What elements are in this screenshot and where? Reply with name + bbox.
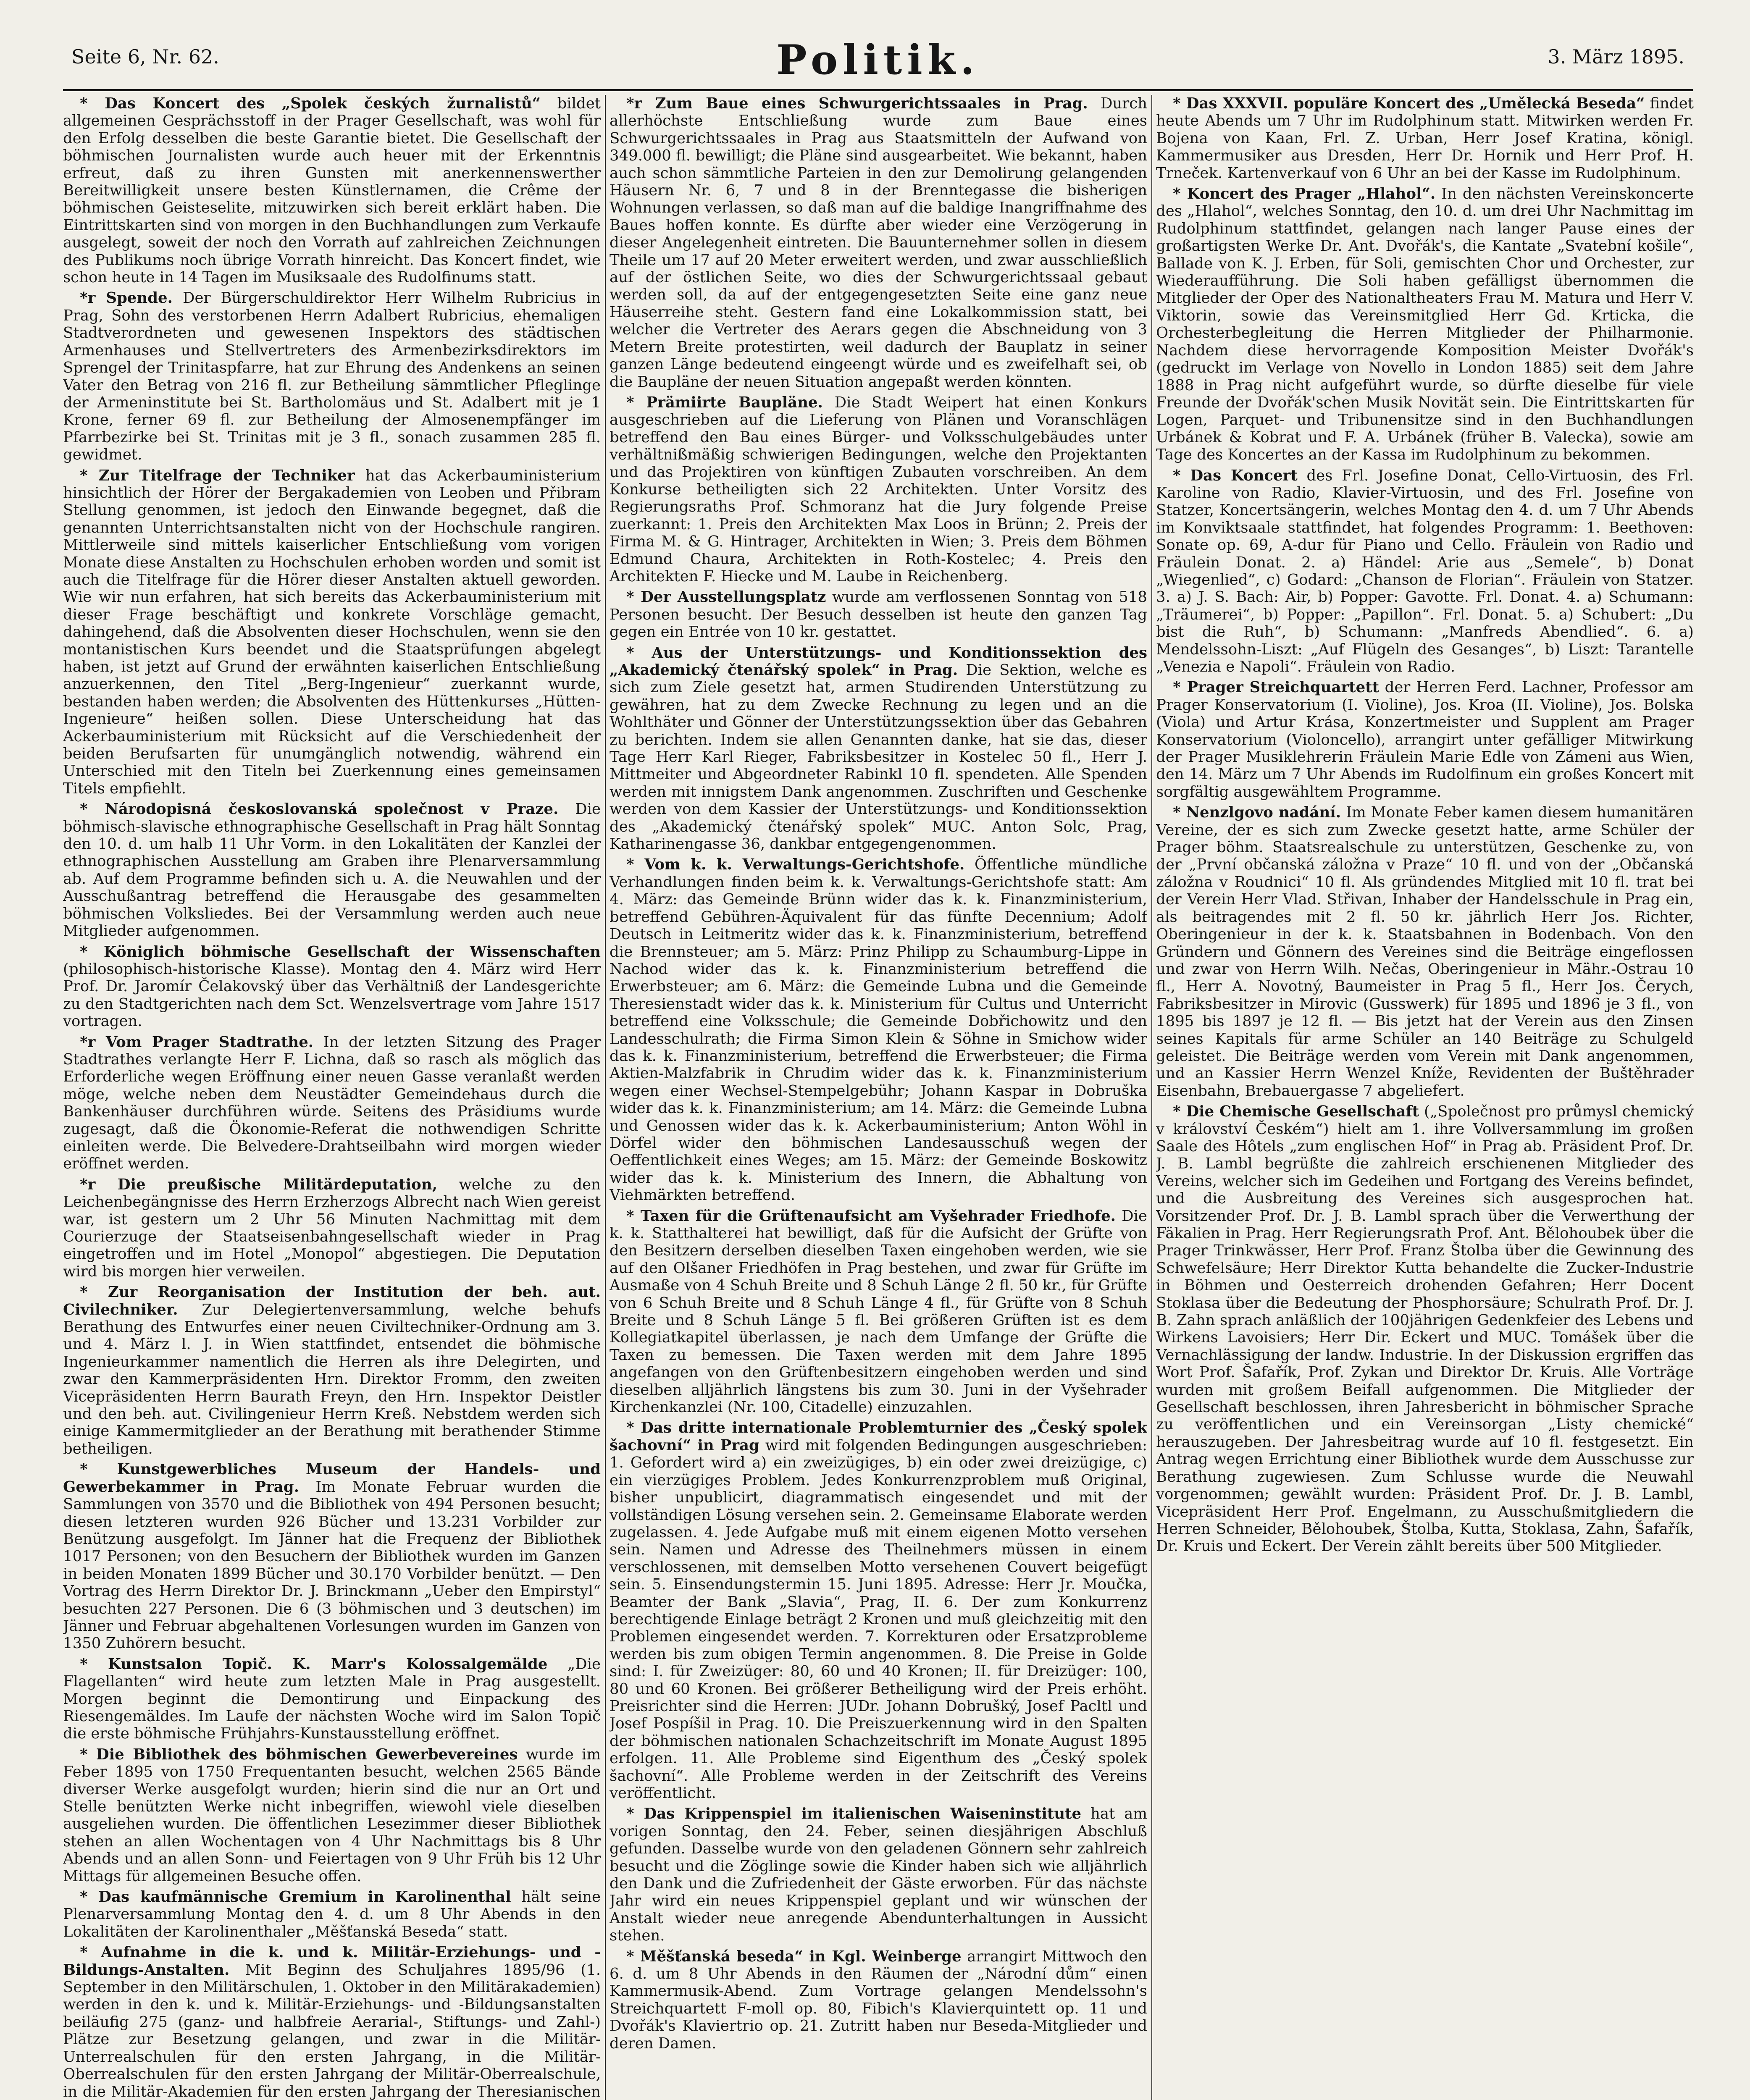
article	[63, 1656, 601, 1743]
article-heading: *r Vom Prager Stadtrathe.	[80, 1033, 314, 1051]
article-heading: * Die Bibliothek des böhmischen Gewerbevereines	[80, 1746, 518, 1763]
article-body: Die k. k. Statthalterei hat bewilligt, daß für die Aufsicht der Grüfte von den Besitzern derselben dieselben Taxen eingehoben werden, wie sie auf den Olšaner Friedhöfen in Prag bestehen, und zwar für Grüfte im Ausmaße von 4 Schuh Breite und 8 Schuh Länge 2 fl. 50 kr., für Grüfte von 6 Schuh Breite und 8 Schuh Länge 4 fl., für Grüfte von 8 Schuh Breite und 8 Schuh Länge 5 fl. Bei größeren Grüften ist es dem Kollegiatkapitel überlassen, je nach dem Umfange der Grüfte die Taxen zu bemessen. Die Taxen werden mit dem Jahre 1895 angefangen von den Grüftenbesitzern eingehoben werden und sind dieselben alljährlich längstens bis zum 30. Juni in der Vyšehrader Kirchenkanzlei (Nr. 100, Citadelle) einzuzahlen.	[610, 1207, 1147, 1416]
article-heading: * Der Ausstellungsplatz	[626, 588, 826, 606]
article-body: wurde am verflossenen Sonntag von 518 Personen besucht. Der Besuch desselben ist heute den ganzen Tag gegen ein Entrée von 10 kr. gestattet.	[610, 588, 1147, 641]
article-body: des Frl. Josefine Donat, Cello-Virtuosin, des Frl. Karoline von Radio, Klavier-Virtuosin, und des Frl. Josefine von Statzer, Koncertsängerin, welches Montag den 4. d. um 7 Uhr Abends im Konviktsaale stattfindet, hat folgendes Programm: 1. Beethoven: Sonate op. 69, A-dur für Piano und Cello. Fräulein von Radio und Fräulein Donat. 2. a) Händel: Arie aus „Semele“, b) Donat „Wiegenlied“, c) Godard: „Chanson de Florian“. Fräulein von Statzer. 3. a) J. S. Bach: Air, b) Popper: Gavotte. Frl. Donat. 4. a) Schumann: „Träumerei“, b) Popper: „Papillon“. Frl. Donat. 5. a) Schubert: „Du bist die Ruh“, b) Schumann: „Manfreds Abendlied“. 6. a) Mendelssohn-Liszt: „Auf Flügeln des Gesanges“, b) Liszt: Tarantelle „Venezia e Napoli“. Fräulein von Radio.	[1156, 467, 1694, 675]
article-paragraph	[63, 1944, 601, 2100]
article	[63, 1461, 601, 1652]
article	[63, 467, 601, 798]
article-body: hält seine Plenarversammlung Montag den 4. d. um 8 Uhr Abends in den Lokalitäten der Karolinenthaler „Měšťanská Beseda“ statt.	[63, 1888, 601, 1940]
article	[610, 588, 1147, 640]
article	[610, 1805, 1147, 1944]
article-body: Die Sektion, welche es sich zum Ziele gesetzt hat, armen Studirenden Unterstützung zu gewähren, hat zu dem Zwecke Rechnung zu legen und an die Wohlthäter und Gönner der Unterstützungssektion über das Gebahren zu berichten. Indem sie allen Genannten danke, hat sie das, dieser Tage Herr Karl Rieger, Fabriksbesitzer in Kostelec 50 fl., Herr J. Mittmeiter und Abgeordneter Rabinkl 10 fl. spendeten. Alle Spenden werden mit innigstem Dank angenommen. Zuschriften und Geschenke werden von dem Kassier der Unterstützungs- und Konditionssektion des „Akademický čtenářský spolek“ MUC. Anton Solc, Prag, Katharinengasse 36, dankbar entgegengenommen.	[610, 662, 1147, 853]
article	[610, 644, 1147, 853]
article-heading: *r Zum Baue eines Schwurgerichtssaales in Prag.	[626, 95, 1088, 112]
article-heading: * Aus der Unterstützungs- und Konditionssektion des „Akademický čtenářský spolek“ in Prag.	[610, 644, 1147, 679]
article	[610, 1419, 1147, 1802]
article	[1156, 804, 1694, 1100]
article-body: Im Monate Feber kamen diesem humanitären Vereine, der es sich zum Zwecke gesetzt hatte, arme Schüler der Prager böhm. Staatsrealschule zu unterstützen, Geschenke zu, von der „První občanská záložna v Praze“ 10 fl. und von der „Občanská záložna v Roudnici“ 10 fl. Als gründendes Mitglied mit 10 fl. trat bei der Verein Herr Vlad. Střivan, Inhaber der Handelsschule in Prag ein, als beitragendes mit 2 fl. 50 kr. jährlich Herr Jos. Richter, Oberingenieur in der k. k. Staatsbahnen in Bodenbach. Von den Gründern und Gönnern des Vereines sind die Beiträge eingeflossen und zwar von Herrn Wilh. Nečas, Oberingenieur in Mähr.-Ostrau 10 fl., Herr A. Novotný, Baumeister in Prag 5 fl., Herr Jos. Čerych, Fabriksbesitzer in Mirovic (Gusswerk) für 1895 und 1896 je 3 fl., von 1895 bis 1897 je 12 fl. — Bis jetzt hat der Verein aus den Zinsen seines Kapitals für arme Schüler an 140 Beiträge zu Schulgeld geleistet. Die Beiträge werden vom Verein mit Dank angenommen, und an Kassier Herrn Wenzel Kníže, Revidenten der Buštěhrader Eisenbahn, Brebauergasse 7 abgeliefert.	[1156, 804, 1694, 1100]
article-heading: * Das Krippenspiel im italienischen Waiseninstitute	[626, 1805, 1082, 1823]
article	[63, 1034, 601, 1173]
article-heading: * Vom k. k. Verwaltungs-Gerichtshofe.	[626, 856, 965, 874]
article-heading: * Taxen für die Grüftenaufsicht am Vyšehrader Friedhofe.	[626, 1207, 1116, 1225]
header-rule	[63, 89, 1693, 91]
article	[610, 1948, 1147, 2052]
article-paragraph	[63, 1656, 601, 1743]
article-paragraph	[610, 588, 1147, 640]
column-divider	[605, 95, 606, 2100]
article-paragraph	[610, 856, 1147, 1204]
article-body: Die böhmisch-slavische ethnographische Gesellschaft in Prag hält Sonntag den 10. d. um halb 11 Uhr Vorm. in den Lokalitäten der Kanzlei der ethnographischen Ausstellung am Graben ihre Plenarversammlung ab. Auf dem Programme befinden sich u. A. die Neuwahlen und der Ausschußantrag betreffend die Herausgabe des gesammelten böhmischen Volksliedes. Bei der Versammlung werden auch neue Mitglieder aufgenommen.	[63, 801, 601, 940]
column-right	[1156, 95, 1694, 2100]
article-heading: * Kunstsalon Topič. K. Marr's Kolossalgemälde	[80, 1655, 548, 1673]
article-paragraph	[610, 1805, 1147, 1944]
article-paragraph	[610, 1948, 1147, 2052]
article-body: Die Stadt Weipert hat einen Konkurs ausgeschrieben auf die Lieferung von Plänen und Voranschlägen betreffend den Bau eines Bürger- und Volksschulgebäudes unter verhältnißmäßig schwierigen Bedingungen, welche den Projektanten und das Projektiren von künftigen Zubauten vorschreiben. An dem Konkurse betheiligten sich 22 Architekten. Unter Vorsitz des Regierungsraths Prof. Schmoranz hat die Jury folgende Preise zuerkannt: 1. Preis den Architekten Max Loos in Brünn; 2. Preis der Firma M. & G. Hintrager, Architekten in Wien; 3. Preis dem Böhmen Edmund Chaura, Architekten in Roth-Kostelec; 4. Preis den Architekten F. Hiecke und M. Laube in Reichenberg.	[610, 394, 1147, 585]
article-paragraph	[1156, 95, 1694, 182]
article-heading: * Zur Titelfrage der Techniker	[80, 467, 355, 484]
article-paragraph	[610, 644, 1147, 853]
article-heading: * Nenzlgovo nadání.	[1173, 804, 1341, 822]
article-body: („Společnost pro průmysl chemický v království Českém“) hielt am 1. ihre Vollversammlung im großen Saale des Hôtels „zum englischen Hof“ in Prag ab. Präsident Prof. Dr. J. B. Lambl begrüßte die zahlreich erschienenen Mitglieder des Vereins, welcher sich im Gedeihen und Fortgang des Vereins befindet, und die Ausbreitung des Vereines sich ausgesprochen hat. Vorsitzender Prof. Dr. J. B. Lambl sprach über die Verwerthung der Fäkalien in Prag. Herr Regierungsrath Prof. Ant. Bělohoubek über die Prager Trinkwässer, Herr Prof. Franz Štolba über die Gewinnung des Schwefelsäure; Herr Direktor Kutta behandelte die Zucker-Industrie in Böhmen und Oesterreich drohenden Gefahren; Herr Docent Stoklasa über die Bedeutung der Phosphorsäure; Schulrath Prof. Dr. J. B. Zahn sprach anläßlich der 100jährigen Gedenkfeier des Lebens und Wirkens Lavoisiers; Herr Dir. Eckert und MUC. Tomášek über die Vernachlässigung der landw. Industrie. In der Diskussion ergriffen das Wort Prof. Šafařík, Prof. Zykan und Direktor Dr. Kruis. Alle Vorträge wurden mit großem Beifall aufgenommen. Die Mitglieder der Gesellschaft beschlossen, ihren Jahresbericht in böhmischer Sprache zu veröffentlichen und ein Vereinsorgan „Listy chemické“ herauszugeben. Der Jahresbeitrag wurde auf 10 fl. festgesetzt. Ein Antrag wegen Errichtung einer Bibliothek wurde dem Ausschusse zur Berathung zugewiesen. Zum Schlusse wurde die Neuwahl vorgenommen; gewählt wurden: Präsident Prof. Dr. J. B. Lambl, Vicepräsident Herr Prof. Engelmann, zu Ausschußmitgliedern die Herren Schneider, Bělohoubek, Štolba, Kutta, Stoklasa, Zahn, Šafařík, Dr. Kruis und Eckert. Der Verein zählt bereits über 500 Mitglieder.	[1156, 1103, 1694, 1555]
article-body: Mit Beginn des Schuljahres 1895/96 (1. September in den Militärschulen, 1. Oktober in den Militärakademien) werden in den k. und k. Militär-Erziehungs- und -Bildungsanstalten beiläufig 275 (ganz- und halbfreie Aerarial-, Stiftungs- und Zahl-) Plätze zur Besetzung gelangen, und zwar in die Militär-Unterrealschulen für den ersten Jahrgang, in die Militär-Oberrealschulen für den ersten Jahrgang der Militär-Oberrealschule, in die Militär-Akademien für den ersten Jahrgang der Theresianischen	[63, 1961, 601, 2100]
article	[63, 943, 601, 1030]
article-paragraph	[63, 1284, 601, 1457]
article-paragraph	[1156, 804, 1694, 1100]
article-body: Öffentliche mündliche Verhandlungen finden beim k. k. Verwaltungs-Gerichtshofe statt: Am 4. März: das Gemeinde Brünn wider das k. k. Finanzministerium, betreffend Gebühren-Äquivalent für das fünfte Decennium; Adolf Deutsch in Leitmeritz wider das k. k. Finanzministerium, betreffend die Brennsteuer; am 5. März: Prinz Philipp zu Schaumburg-Lippe in Nachod wider das k. k. Finanzministerium betreffend die Erwerbsteuer; am 6. März: die Gemeinde Lubna und die Gemeinde Theresienstadt wider das k. k. Ministerium für Cultus und Unterricht betreffend eine Volksschule; die Gemeinde Dobřichowitz und den Landesschulrath; die Firma Simon Klein & Söhne in Smichow wider das k. k. Finanzministerium, betreffend die Erwerbsteuer; die Firma Aktien-Malzfabrik in Chrudim wider das k. k. Finanzministerium wegen einer Wechsel-Stempelgebühr; Johann Kaspar in Dobruška wider das k. k. Finanzministerium; am 14. März: die Gemeinde Lubna und Genossen wider das k. k. Ackerbauministerium; Anton Wöhl in Dörfel wider den böhmischen Landesausschuß wegen der Oeffentlichkeit eines Weges; am 15. März: der Gemeinde Boskowitz wider das k. k. Ministerium des Innern, die Abhaltung von Viehmärkten betreffend.	[610, 856, 1147, 1204]
article	[610, 1208, 1147, 1416]
article-body: „Die Flagellanten“ wird heute zum letzten Male in Prag ausgestellt. Morgen beginnt die Demontirung und Einpackung des Riesengemäldes. Im Laufe der nächsten Woche wird im Salon Topič die erste böhmische Frühjahrs-Kunstausstellung eröffnet.	[63, 1655, 601, 1743]
article-heading: * Měšťanská beseda“ in Kgl. Weinberge	[626, 1948, 962, 1965]
article-paragraph	[63, 801, 601, 940]
page-header	[63, 36, 1693, 86]
article-paragraph	[610, 1208, 1147, 1416]
article-paragraph	[63, 95, 601, 286]
article-heading: * Zur Reorganisation der Institution der beh. aut. Civilechniker.	[63, 1284, 601, 1318]
article-paragraph	[610, 95, 1147, 391]
article-paragraph	[63, 1034, 601, 1173]
article-body: arrangirt Mittwoch den 6. d. um 8 Uhr Abends in den Räumen der „Národní dům“ einen Kammermusik-Abend. Zum Vortrage gelangen Mendelssohn's Streichquartett F-moll op. 80, Fibich's Klavierquintett op. 11 und Dvořák's Klaviertrio op. 21. Zutritt haben nur Beseda-Mitglieder und deren Damen.	[610, 1948, 1147, 2052]
article	[610, 95, 1147, 391]
article-body: der Herren Ferd. Lachner, Professor am Prager Konservatorium (I. Violine), Jos. Kroa (II. Violine), Jos. Bolska (Viola) und Artur Krása, Konzertmeister und Supplent am Prager Konservatorium (Violoncello), arrangirt unter gefälliger Mitwirkung der Prager Musiklehrerin Fräulein Marie Edle von Zámeni aus Wien, den 14. März um 7 Uhr Abends im Rudolfinum ein großes Koncert mit sorgfältig ausgewähltem Programme.	[1156, 679, 1694, 801]
article	[1156, 95, 1694, 182]
article-body: bildet allgemeinen Gesprächsstoff in der Prager Gesellschaft, was wohl für den Erfolg desselben die beste Garantie bietet. Die Gesellschaft der böhmischen Journalisten wurde auch heuer mit der Erkenntnis erfreut, daß zu ihren Gunsten mit anerkennenswerther Bereitwilligkeit unsere besten Künstlernamen, die Crême der böhmischen Geisteselite, mitzuwirken sich bereit erklärt haben. Die Eintrittskarten sind von morgen in den Buchhandlungen zum Verkaufe ausgelegt, soweit der noch den Vorrath auf zahlreichen Zeichnungen des Publikums noch übrige Vorrath hinreicht. Das Koncert findet, wie schon heute in 14 Tagen im Musiksaale des Rudolfinums statt.	[63, 95, 601, 286]
page-number: Seite 6, Nr. 62.	[71, 45, 219, 68]
article-body: Zur Delegiertenversammlung, welche behufs Berathung des Entwurfes einer neuen Civiltechniker-Ordnung am 3. und 4. März l. J. in Wien stattfindet, entsendet die böhmische Ingenieurkammer namentlich die Herren als ihre Delegirten, und zwar den Kammerpräsidenten Hrn. Direktor Fromm, den zweiten Vicepräsidenten Herrn Baurath Freyn, den Hrn. Inspektor Deistler und den beh. aut. Civilingenieur Herrn Kreß. Nebstdem werden sich einige Kammermitglieder an der Berathung mit berathender Stimme betheiligen.	[63, 1301, 601, 1457]
article-heading: *r Die preußische Militärdeputation,	[80, 1176, 438, 1193]
article-heading: * Koncert des Prager „Hlahol“.	[1173, 185, 1436, 203]
article-heading: * Prager Streichquartett	[1173, 679, 1379, 696]
article	[63, 1888, 601, 1940]
article-paragraph	[1156, 1103, 1694, 1555]
article-paragraph	[63, 943, 601, 1030]
article-body: findet heute Abends um 7 Uhr im Rudolphinum statt. Mitwirken werden Fr. Bojena von Kaan, Frl. Z. Urban, Herr Josef Kratina, königl. Kammermusiker aus Dresden, Herr Dr. Hornik und Herr Prof. H. Trneček. Kartenverkauf von 6 Uhr an bei der Kasse im Rudolphinum.	[1156, 95, 1694, 182]
article-body: Durch allerhöchste Entschließung wurde zum Baue eines Schwurgerichtssaales in Prag aus Staatsmitteln der Aufwand von 349.000 fl. bewilligt; die Pläne sind ausgearbeitet. Wie bekannt, haben auch schon sämmtliche Parteien in den zur Demolirung gelangenden Häusern Nr. 6, 7 und 8 in der Brenntegasse die bisherigen Wohnungen verlassen, so daß man auf die baldige Inangriffnahme des Baues hoffen konnte. Es dürfte aber wieder eine Verzögerung in dieser Angelegenheit eintreten. Die Bauunternehmer sollen in diesem Theile um 17 auf 20 Meter erweitert werden, und zwar ausschließlich auf der östlichen Seite, wo dies der Schwurgerichtssaal gebaut werden soll, da auf der entgegengesetzten Seite eine ganz neue Häuserreihe steht. Gestern fand eine Lokalkommission statt, bei welcher die Vertreter des Aerars gegen die Abschneidung von 3 Metern Breite protestirten, weil dadurch der Bauplatz in seiner ganzen Länge bedeutend eingeengt würde und es zweifelhaft sei, ob die Baupläne der neuen Situation angepaßt werden könnten.	[610, 95, 1147, 391]
article-paragraph	[63, 467, 601, 798]
article-heading: * Die Chemische Gesellschaft	[1173, 1103, 1419, 1121]
article	[63, 1176, 601, 1280]
article	[1156, 185, 1694, 464]
article	[610, 856, 1147, 1204]
article	[63, 1284, 601, 1457]
article	[1156, 679, 1694, 801]
article-paragraph	[1156, 185, 1694, 464]
article-heading: * Das kaufmännische Gremium in Karolinenthal	[80, 1888, 511, 1906]
article-heading: * Das dritte internationale Problemturnier des „Český spolek šachovní“ in Prag	[610, 1419, 1147, 1454]
article	[1156, 467, 1694, 676]
article-heading: * Prämiirte Baupläne.	[626, 394, 823, 411]
article-heading: * Aufnahme in die k. und k. Militär-Erziehungs- und -Bildungs-Anstalten.	[63, 1944, 601, 1979]
article-paragraph	[610, 394, 1147, 585]
article-paragraph	[1156, 467, 1694, 676]
article	[63, 801, 601, 940]
article-paragraph	[63, 289, 601, 463]
article-body: In den nächsten Vereinskoncerte des „Hlahol“, welches Sonntag, den 10. d. um drei Uhr Nachmittag im Rudolphinum stattfindet, gelangen nach langer Pause eines der großartigsten Werke Dr. Ant. Dvořák's, die Kantate „Svatební košile“, Ballade von K. J. Erben, für Soli, gemischten Chor und Orchester, zur Wiederaufführung. Die Soli haben gefälligst übernommen die Mitglieder der Oper des Nationaltheaters Frau M. Matura und Herr V. Viktorin, sowie das Vereinsmitglied Herr Gd. Krticka, die Orchesterbegleitung die Herren Mitglieder der Philharmonie. Nachdem diese hervorragende Komposition Meister Dvořák's (gedruckt im Verlage von Novello in London 1885) seit dem Jahre 1888 in Prag nicht aufgeführt wurde, so dürfte dieselbe für viele Freunde der Dvořák'schen Musik Novität sein. Die Eintrittskarten für Logen, Parquet- und Tribunensitze sind in den Buchhandlungen Urbánek & Kobrat und F. A. Urbánek (früher B. Valecka), sowie am Tage des Koncertes an der Kassa im Rudolphinum zu bekommen.	[1156, 185, 1694, 464]
article-paragraph	[63, 1888, 601, 1940]
article	[63, 289, 601, 463]
article-body: hat das Ackerbauministerium hinsichtlich der Hörer der Bergakademien von Leoben und Přibram Stellung genommen, ist jedoch den Einwande begegnet, daß die genannten Unterrichtsanstalten nicht von der Hochschule rangiren. Mittlerweile sind mittels kaiserlicher Entschließung vom vorigen Monate diese Anstalten zu Hochschulen erhoben worden und somit ist auch die Titelfrage für die Hörer dieser Anstalten aktuell geworden. Wie wir nun erfahren, hat sich bereits das Ackerbauministerium mit dieser Frage beschäftigt und konkrete Vorschläge gemacht, dahingehend, daß die Absolventen dieser Hochschulen, wenn sie den montanistischen Kurs beendet und die Staatsprüfungen abgelegt haben, ist jetzt auf Grund der erwähnten kaiserlichen Entschließung anzuerkennen, den Titel „Berg-Ingenieur“ zuerkannt wurde, bestanden haben werden; die Absolventen des Hüttenkurses „Hütten-Ingenieure“ heißen sollen. Diese Unterscheidung hat das Ackerbauministerium mit Rücksicht auf die Verschiedenheit der beiden Berufsarten für unumgänglich notwendig, während ein Unterschied mit den Titeln bei Zuerkennung eines gemeinsamen Titels empfiehlt.	[63, 467, 601, 797]
article-heading: * Národopisná českoslovanská společnost v Praze.	[80, 801, 559, 818]
article-body: welche zu den Leichenbegängnisse des Herrn Erzherzogs Albrecht nach Wien gereist war, ist gestern um 2 Uhr 56 Minuten Nachmittag mit dem Courierzuge der Staatseisenbahngesellschaft wieder in Prag eingetroffen und im Hotel „Monopol“ abgestiegen. Die Deputation wird bis morgen hier verweilen.	[63, 1176, 601, 1280]
article	[63, 95, 601, 286]
article-paragraph	[63, 1461, 601, 1652]
article-body: Der Bürgerschuldirektor Herr Wilhelm Rubricius in Prag, Sohn des verstorbenen Herrn Adalbert Rubricius, ehemaligen Stadtverordneten und gewesenen Inspektors des städtischen Armenhauses und Stellvertreters des Armenbezirksdirektors im Sprengel der Trinitaspfarre, hat zur Ehrung des Andenkens an seinen Vater den Betrag von 216 fl. zur Betheilung sämmtlicher Pfleglinge der Armeninstitute bei St. Bartholomäus und St. Adalbert mit je 1 Krone, ferner 69 fl. zur Betheilung der Almosenempfänger im Pfarrbezirke bei St. Trinitas mit je 3 fl., sonach zusammen 285 fl. gewidmet.	[63, 289, 601, 464]
article-paragraph	[63, 1746, 601, 1885]
column-divider	[1151, 95, 1152, 2100]
column-left	[63, 95, 601, 2100]
article-body: In der letzten Sitzung des Prager Stadtrathes verlangte Herr F. Lichna, daß so rasch als möglich das Erforderliche wegen Eröffnung einer neuen Gasse veranlaßt werden möge, welche neben dem Neustädter Gemeindehaus durch die Bankenhäuser durchführen würde. Seitens des Präsidiums wurde zugesagt, daß die Ökonomie-Referat die nothwendigen Schritte einleiten werde. Die Belvedere-Drahtseilbahn wird morgen wieder eröffnet werden.	[63, 1033, 601, 1173]
article-body: hat am vorigen Sonntag, den 24. Feber, seinen diesjährigen Abschluß gefunden. Dasselbe wurde von den geladenen Gönnern sehr zahlreich besucht und die Zöglinge sowie die Kinder haben sich wie alljährlich den Dank und die Zufriedenheit der Gäste erworben. Für das nächste Jahr wird ein neues Krippenspiel geplant und wir wünschen der Anstalt wieder neue anregende Abendunterhaltungen in Aussicht stehen.	[610, 1805, 1147, 1945]
article-body: (philosophisch-historische Klasse). Montag den 4. März wird Herr Prof. Dr. Jaromír Čelakovský über das Verhältniß der Landesgerichte zu den Stadtgerichten nach dem Sct. Wenzelsvertrage vom Jahre 1517 vortragen.	[63, 960, 601, 1030]
article-body: wird mit folgenden Bedingungen ausgeschrieben: 1. Gefordert wird a) ein zweizügiges, b) ein oder zwei dreizügige, c) ein vierzügiges Problem. Jedes Konkurrenzproblem muß Original, bisher unpublicirt, diagrammatisch eingesendet und mit der vollständigen Lösung versehen sein. 2. Gemeinsame Elaborate werden zugelassen. 4. Jede Aufgabe muß mit einem eigenen Motto versehen sein. Namen und Adresse des Theilnehmers müssen in einem verschlossenen, mit demselben Motto versehenen Couvert beigefügt sein. 5. Einsendungstermin 15. Juni 1895. Adresse: Herr Jr. Moučka, Beamter der Bank „Slavia“, Prag, II. 6. Der zum Konkurrenz berechtigende Einlage beträgt 2 Kronen und muß gleichzeitig mit den Problemen eingesendet werden. 7. Korrekturen oder Ersatzprobleme werden bis zum obigen Termin angenommen. 8. Die Preise in Golde sind: I. für Zweizüger: 80, 60 und 40 Kronen; II. für Dreizüger: 100, 80 und 60 Kronen. Bei größerer Betheiligung wird der Preis erhöht. Preisrichter sind die Herren: JUDr. Johann Dobrušký, Josef Pacltl und Josef Pospíšil in Prag. 10. Die Preiszuerkennung wird in den Spalten der böhmischen nationalen Schachzeitschrift im Monate August 1895 erfolgen. 11. Alle Probleme sind Eigenthum des „Český spolek šachovní“. Alle Probleme werden in der Zeitschrift des Vereins veröffentlicht.	[610, 1436, 1147, 1802]
issue-date: 3. März 1895.	[1548, 45, 1684, 68]
section-title: Politik.	[776, 36, 980, 84]
article-body: Im Monate Februar wurden die Sammlungen von 3570 und die Bibliothek von 494 Personen besucht; diesen letzteren wurden 926 Bücher und 13.231 Vorbilder zur Benützung ausgefolgt. Im Jänner hat die Frequenz der Bibliothek 1017 Personen; von den Besuchern der Bibliothek wurden im Ganzen in beiden Monaten 1899 Bücher und 30.170 Vorbilder benützt. — Den Vortrag des Herrn Direktor Dr. J. Brinckmann „Ueber den Empirstyl“ besuchten 227 Personen. Die 6 (3 böhmischen und 3 deutschen) im Jänner und Februar abgehaltenen Vorlesungen wurden im Ganzen von 1350 Zuhörern besucht.	[63, 1478, 601, 1652]
article-heading: *r Spende.	[80, 289, 173, 307]
article-heading: * Königlich böhmische Gesellschaft der Wissenschaften	[80, 943, 601, 961]
article-heading: * Das XXXVII. populäre Koncert des „Umělecká Beseda“	[1173, 95, 1645, 112]
article	[63, 1746, 601, 1885]
column-middle	[610, 95, 1147, 2100]
article-heading: * Das Koncert	[1173, 467, 1298, 484]
article-paragraph	[610, 1419, 1147, 1802]
article	[610, 394, 1147, 585]
article-paragraph	[1156, 679, 1694, 801]
article-paragraph	[63, 1176, 601, 1280]
article	[1156, 1103, 1694, 1555]
article-heading: * Das Koncert des „Spolek českých žurnalistů“	[80, 95, 541, 112]
article-body: wurde im Feber 1895 von 1750 Frequentanten besucht, welchen 2565 Bände diverser Werke ausgefolgt wurden; hierin sind die nur an Ort und Stelle benützten Werke nicht inbegriffen, wiewohl viele dieselben ausgeliehen wurden. Die öffentlichen Lesezimmer dieser Bibliothek stehen an allen Wochentagen von 4 Uhr Nachmittags bis 8 Uhr Abends und an allen Sonn- und Feiertagen von 9 Uhr Früh bis 12 Uhr Mittags für allgemeinen Besuche offen.	[63, 1746, 601, 1885]
article	[63, 1944, 601, 2100]
article-heading: * Kunstgewerbliches Museum der Handels- und Gewerbekammer in Prag.	[63, 1461, 601, 1496]
